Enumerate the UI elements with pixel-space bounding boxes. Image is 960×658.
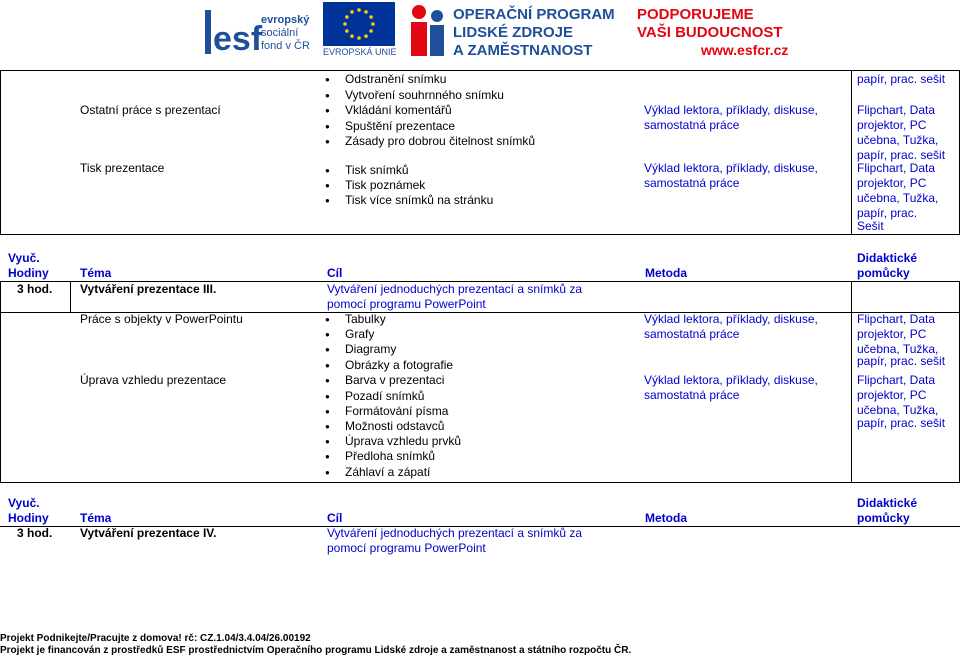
s2-row2-bullet-1: ● Barva v prezentaci: [345, 373, 444, 388]
s2-row2-aid-2: projektor, PC: [857, 388, 927, 402]
s2-goal-l1: Vytváření jednoduchých prezentací a snímků za: [327, 282, 583, 296]
s2-goal-l2: pomocí programu PowerPoint: [327, 297, 486, 311]
esf-mark-text: esf: [213, 20, 263, 58]
s1-col-divider: [851, 70, 852, 235]
op-logo: [405, 0, 627, 62]
s2-row2-topic: Úprava vzhledu prezentace: [80, 373, 227, 387]
s1-top-border: [0, 70, 960, 71]
s2-row2-bullet-3: ● Formátování písma: [345, 404, 448, 419]
s3-hdr-cil: Cíl: [327, 511, 343, 525]
s1-row1-aid-4: papír, prac. sešit: [857, 148, 946, 162]
s1-row2-bullet-2: ● Tisk poznámek: [345, 178, 425, 193]
s3-title: Vytváření prezentace IV.: [80, 526, 217, 540]
s2-row2-bullet-4: ● Možnosti odstavců: [345, 419, 444, 434]
s1-row1-bullet-2: ● Spuštění prezentace: [345, 119, 455, 134]
esf-line3: fond v ČR: [261, 40, 310, 52]
s2-row1-bullet-3: ● Diagramy: [345, 342, 396, 357]
s1-row2-bullet-3: ● Tisk více snímků na stránku: [345, 193, 493, 208]
s2-hours: 3 hod.: [17, 282, 53, 296]
s3-goal-l2: pomocí programu PowerPoint: [327, 541, 486, 555]
s1-row1-topic: Ostatní práce s prezentací: [80, 103, 221, 117]
s1-row2-aid-5: Sešit: [857, 219, 884, 233]
s1-row1-bullet-3: ● Zásady pro dobrou čitelnost snímků: [345, 134, 535, 149]
esf-line1: evropský: [261, 14, 310, 26]
s2-row1-aid-1: Flipchart, Data: [857, 312, 936, 326]
eu-star-icon: [345, 29, 349, 33]
pv-url: www.esfcr.cz: [701, 42, 789, 58]
footer-line1: Projekt Podnikejte/Pracujte z domova! rč: CZ.1.04/3.4.04/26.00192: [0, 633, 311, 644]
pv-line1: PODPORUJEME: [637, 6, 754, 23]
eu-star-icon: [357, 36, 361, 40]
s1-row1-aid-3: učebna, Tužka,: [857, 133, 939, 147]
s3-goal-l1: Vytváření jednoduchých prezentací a snímků za: [327, 526, 583, 540]
s2-row1-method-l2: samostatná práce: [644, 327, 740, 341]
s2-row1-bullet-2: ● Grafy: [345, 327, 374, 342]
s2-row2-bullet-5: ● Úprava vzhledu prvků: [345, 434, 461, 449]
s3-hdr-vyuc: Vyuč.: [8, 496, 40, 510]
s2-title: Vytváření prezentace III.: [80, 282, 217, 296]
s3-hdr-metoda: Metoda: [645, 511, 687, 525]
s2-hours-divider: [70, 281, 71, 312]
s2-row2-aid-1: Flipchart, Data: [857, 373, 936, 387]
eu-star-icon: [364, 10, 368, 14]
op-line3: A ZAMĚSTNANOST: [453, 42, 593, 59]
eu-logo: [323, 2, 395, 60]
s2-row1-bullet-4: ● Obrázky a fotografie: [345, 358, 453, 373]
logo-bar: [205, 0, 789, 62]
eu-label: EVROPSKÁ UNIE: [323, 47, 397, 57]
s3-hdr-hodiny: Hodiny: [8, 511, 49, 525]
s1-bottom-border: [0, 234, 960, 235]
op-line1: OPERAČNÍ PROGRAM: [453, 6, 615, 23]
eu-star-icon: [350, 34, 354, 38]
s1-row1-aid-1: Flipchart, Data: [857, 103, 936, 117]
s1-row1-method-l1: Výklad lektora, příklady, diskuse,: [644, 103, 818, 117]
s2-row1-bullet-1: ● Tabulky: [345, 312, 386, 327]
s1-row1-aid-2: projektor, PC: [857, 118, 927, 132]
eu-star-icon: [369, 15, 373, 19]
s1-row2-aid-4: papír, prac.: [857, 206, 918, 220]
s1-row1-bullet-1: ● Vkládání komentářů: [345, 103, 452, 118]
eu-star-icon: [369, 29, 373, 33]
footer-line2: Projekt je financován z prostředků ESF prostřednictvím Operačního programu Lidské zdroje a zaměstnanost a státního rozpočtu ČR.: [0, 645, 632, 656]
s2-row2-method-l2: samostatná práce: [644, 388, 740, 402]
s2-row2-aid-4: papír, prac. sešit: [857, 416, 946, 430]
s1-row2-method-l1: Výklad lektora, příklady, diskuse,: [644, 161, 818, 175]
s1-top-aids: papír, prac. sešit: [857, 72, 946, 86]
s2-bottom-line: [0, 482, 960, 483]
s3-hdr-didakticke: Didaktické: [857, 496, 918, 510]
esf-logo: [205, 2, 320, 60]
pv-line2: VAŠI BUDOUCNOST: [637, 24, 783, 41]
s2-hdr-metoda: Metoda: [645, 266, 687, 280]
s1-top-bullet-2: ● Vytvoření souhrnného snímku: [345, 88, 504, 103]
s2-row2-method-l1: Výklad lektora, příklady, diskuse,: [644, 373, 818, 387]
s2-row1-aid-3: učebna, Tužka,: [857, 342, 939, 356]
esf-line2: sociální: [261, 27, 299, 39]
s2-left-border: [0, 281, 1, 483]
s2-row1-method-l1: Výklad lektora, příklady, diskuse,: [644, 312, 818, 326]
s2-row1-topic: Práce s objekty v PowerPointu: [80, 312, 243, 326]
s1-row2-aid-1: Flipchart, Data: [857, 161, 936, 175]
op-people-icon: [407, 2, 449, 60]
eu-star-icon: [371, 22, 375, 26]
eu-star-icon: [343, 22, 347, 26]
eu-flag-icon: [323, 2, 395, 46]
s2-hdr-hodiny: Hodiny: [8, 266, 49, 280]
s2-hdr-cil: Cíl: [327, 266, 343, 280]
s2-row2-bullet-2: ● Pozadí snímků: [345, 389, 424, 404]
s1-left-border: [0, 70, 1, 235]
s2-row2-bullet-7: ● Záhlaví a zápatí: [345, 465, 430, 480]
s2-row2-bullet-6: ● Předloha snímků: [345, 449, 435, 464]
eu-star-icon: [357, 8, 361, 12]
s1-row1-method-l2: samostatná práce: [644, 118, 740, 132]
op-line2: LIDSKÉ ZDROJE: [453, 24, 574, 41]
s1-row2-method-l2: samostatná práce: [644, 176, 740, 190]
s2-hdr-tema: Téma: [80, 266, 112, 280]
s2-col-divider: [851, 281, 852, 483]
eu-star-icon: [350, 10, 354, 14]
s2-row1-aid-2: projektor, PC: [857, 327, 927, 341]
s1-row2-aid-3: učebna, Tužka,: [857, 191, 939, 205]
s3-hdr-pomucky: pomůcky: [857, 511, 910, 525]
s3-hdr-tema: Téma: [80, 511, 112, 525]
s2-row2-aid-3: učebna, Tužka,: [857, 403, 939, 417]
s2-hdr-pomucky: pomůcky: [857, 266, 910, 280]
s1-row2-topic: Tisk prezentace: [80, 161, 165, 175]
s2-hdr-didakticke: Didaktické: [857, 251, 918, 265]
s2-row1-aid-4: papír, prac. sešit: [857, 354, 946, 368]
s2-hdr-vyuc: Vyuč.: [8, 251, 40, 265]
s3-hours: 3 hod.: [17, 526, 53, 540]
s1-top-bullet-1: ● Odstranění snímku: [345, 72, 446, 87]
eu-star-icon: [364, 34, 368, 38]
s1-row2-bullet-1: ● Tisk snímků: [345, 163, 409, 178]
eu-star-icon: [345, 15, 349, 19]
s1-row2-aid-2: projektor, PC: [857, 176, 927, 190]
pv-logo: [635, 0, 789, 62]
